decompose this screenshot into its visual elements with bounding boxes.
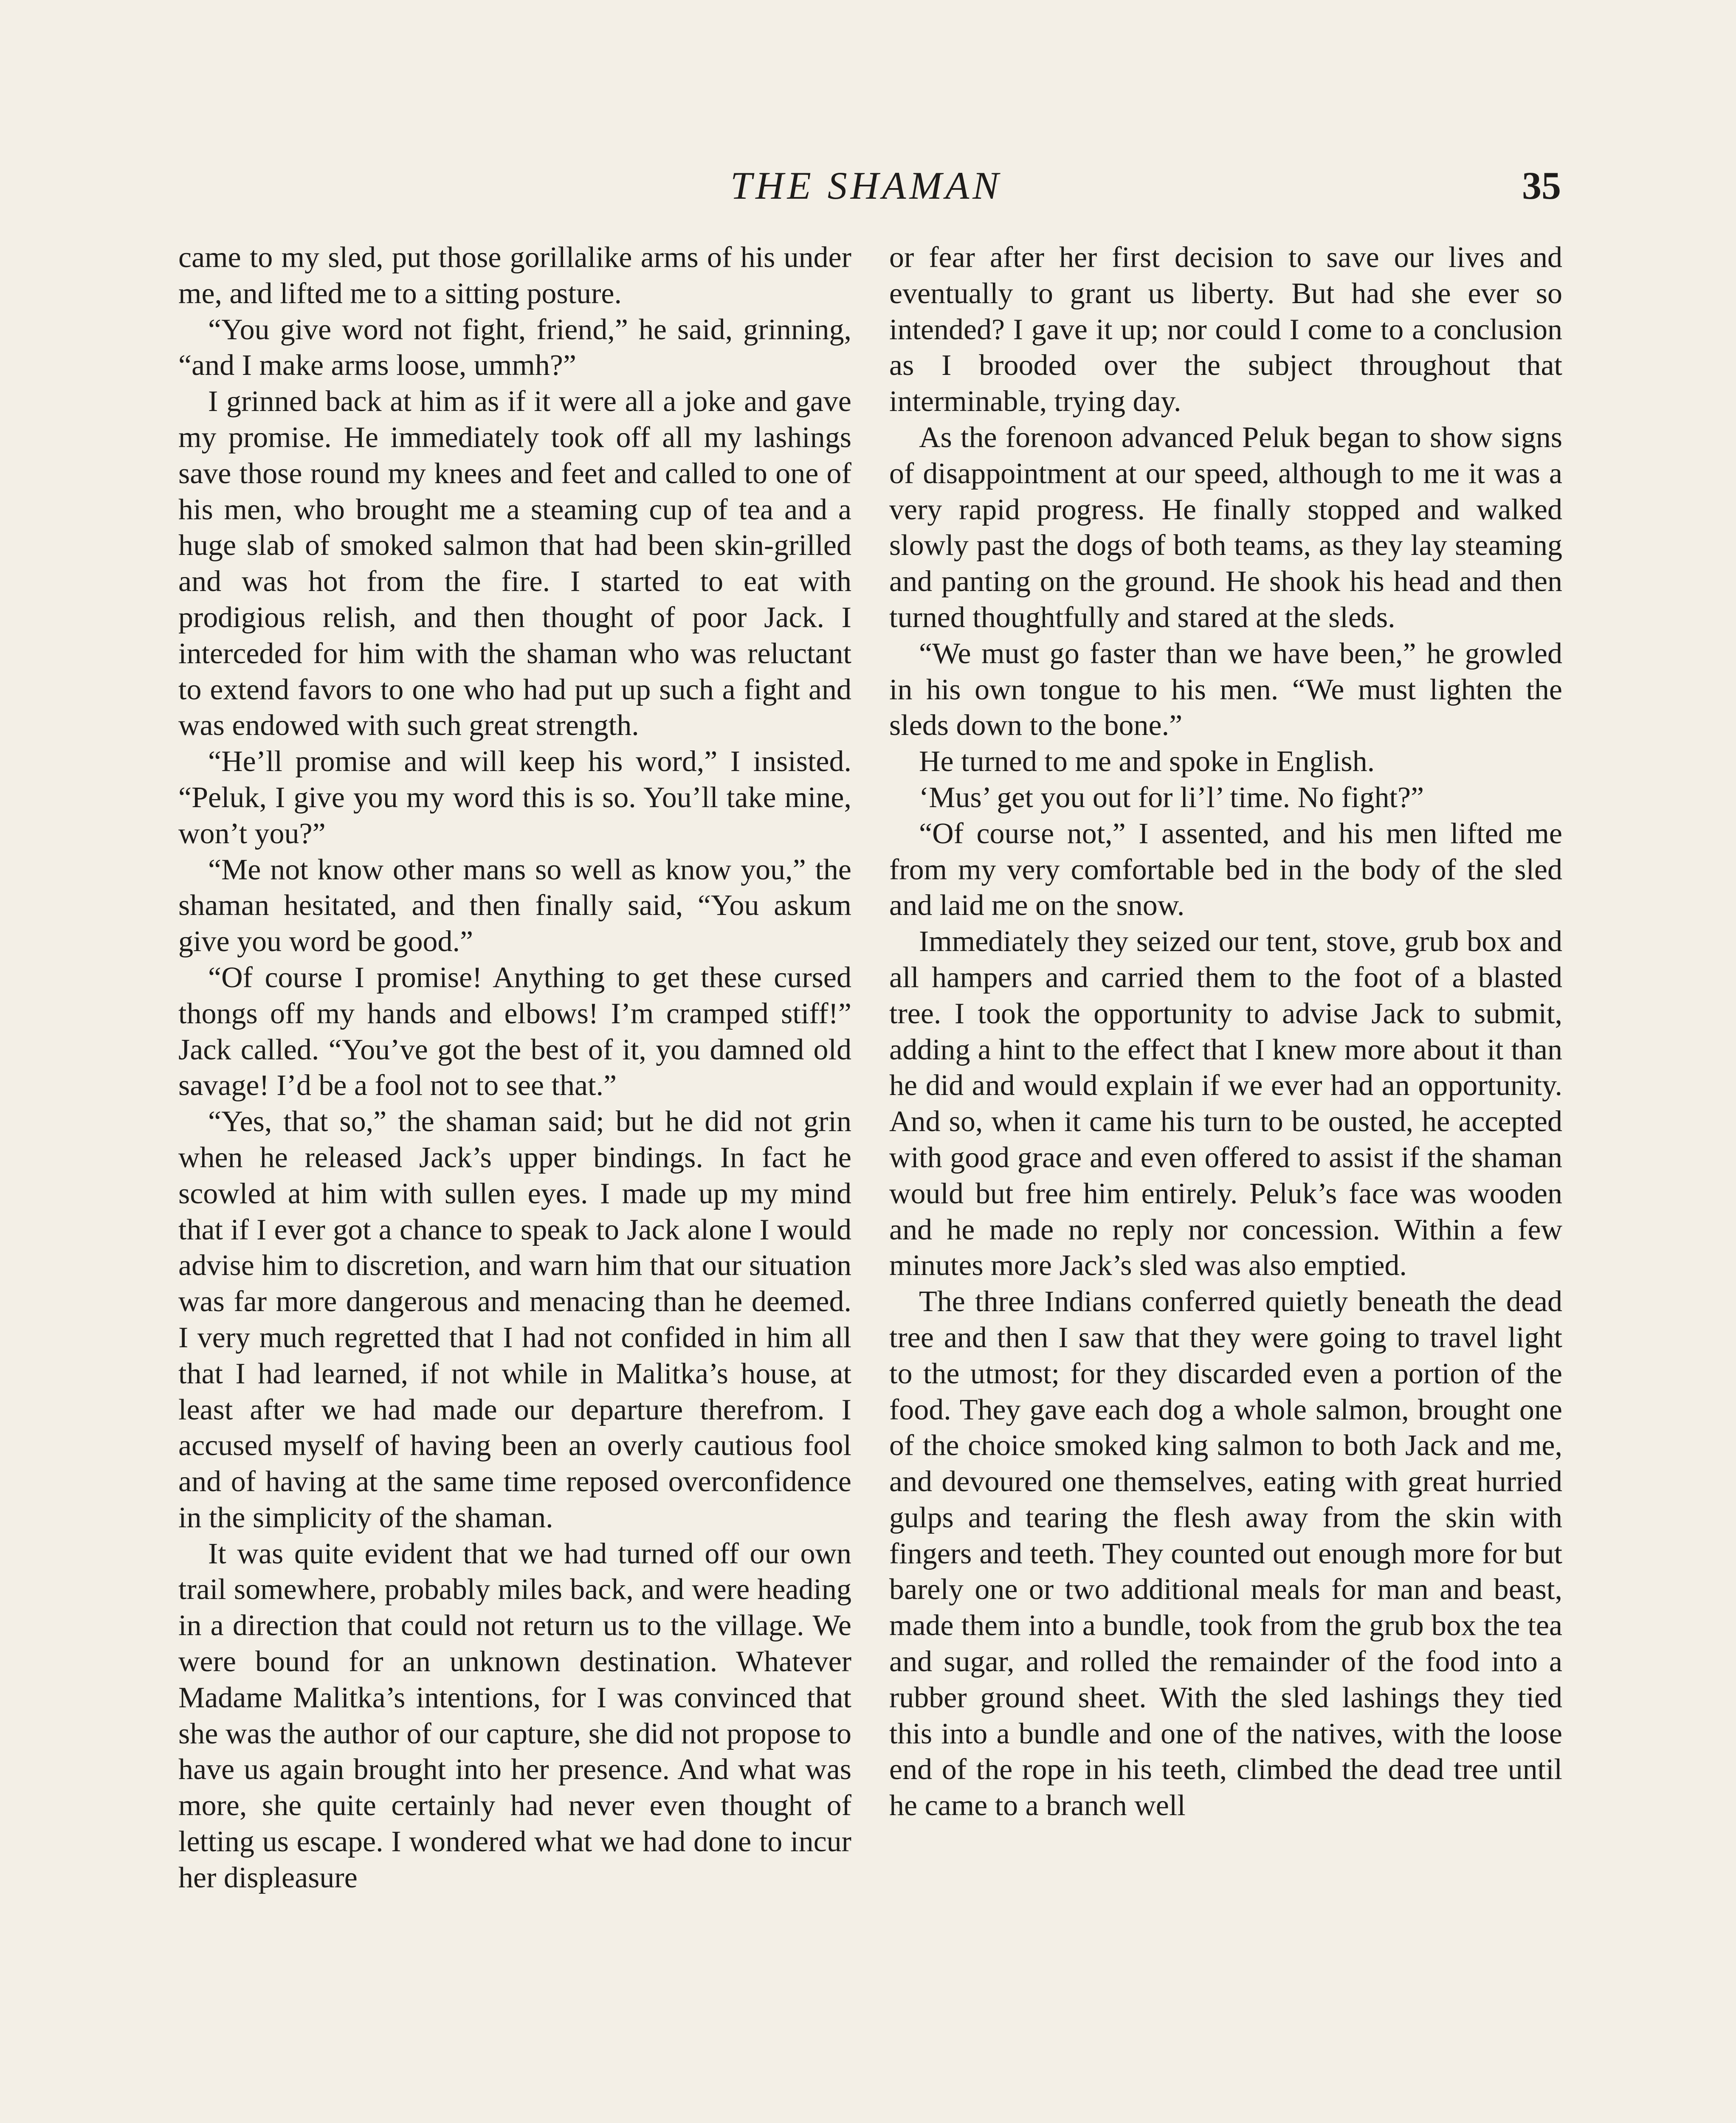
paragraph: ‘Mus’ get you out for li’l’ time. No fight?” [919,781,1424,814]
paragraph: “Yes, that so,” the shaman said; but he did not grin when he released Jack’s upper bindings. In fact he scowled at him with sullen eyes. I made up my mind that if I ever got a chance to speak to Jack alone I would advise him to discretion, and warn him that our situation was far more dangerous and menacing than he deemed. I very much regretted that I had not confided in him all that I had learned, if not while in Malitka’s house, at least after we had made our departure therefrom. I accused myself of having been an overly cautious fool and of having at the same time reposed overconfidence in the simplicity of the shaman. [178,1105,851,1534]
paragraph: “Of course not,” I assented, and his men lifted me from my very comfortable bed in the body of the sled and laid me on the snow. [889,817,1562,922]
paragraph: or fear after her first decision to save our lives and eventually to grant us liberty. But had she ever so intended? I gave it up; nor could I come to a conclusion as I brooded over the subject throughout that interminable, trying day. [889,241,1562,418]
paragraph: I grinned back at him as if it were all a joke and gave my promise. He immediately took off all my lashings save those round my knees and feet and called to one of his men, who brought me a steaming cup of tea and a huge slab of smoked salmon that had been skin-grilled and was hot from the fire. I started to eat with prodigious relish, and then thought of poor Jack. I interceded for him with the shaman who was reluctant to extend favors to one who had put up such a fight and was endowed with such great strength. [178,385,851,742]
paragraph: “We must go faster than we have been,” he growled in his own tongue to his men. “We must lighten the sleds down to the bone.” [889,637,1562,742]
paragraph: Immediately they seized our tent, stove, grub box and all hampers and carried them to the foot of a blasted tree. I took the opportunity to advise Jack to submit, adding a hint to the effect that I knew more about it than he did and would explain if we ever had an opportunity. And so, when it came his turn to be ousted, he accepted with good grace and even offered to assist if the shaman would but free him entirely. Peluk’s face was wooden and he made no reply nor concession. Within a few minutes more Jack’s sled was also emptied. [889,925,1562,1282]
running-title: THE SHAMAN [730,164,1002,207]
running-head [0,158,1736,213]
paragraph: “He’ll promise and will keep his word,” I insisted. “Peluk, I give you my word this is so. You’ll take mine, won’t you?” [178,745,851,850]
page-number: 35 [1522,164,1561,207]
paragraph: came to my sled, put those gorillalike arms of his under me, and lifted me to a sitting posture. [178,241,851,310]
paragraph: “You give word not fight, friend,” he said, grinning, “and I make arms loose, ummh?” [178,313,851,382]
paragraph: “Me not know other mans so well as know you,” the shaman hesitated, and then finally said, “You askum give you word be good.” [178,853,851,958]
left-column [178,240,851,1896]
paragraph: The three Indians conferred quietly beneath the dead tree and then I saw that they were going to travel light to the utmost; for they discarded even a portion of the food. They gave each dog a whole salmon, brought one of the choice smoked king salmon to both Jack and me, and devoured one themselves, eating with great hurried gulps and tearing the flesh away from the skin with fingers and teeth. They counted out enough more for but barely one or two additional meals for man and beast, made them into a bundle, took from the grub box the tea and sugar, and rolled the remainder of the food into a rubber ground sheet. With the sled lashings they tied this into a bundle and one of the natives, with the loose end of the rope in his teeth, climbed the dead tree until he came to a branch well [889,1285,1562,1822]
paragraph: As the forenoon advanced Peluk began to show signs of disappointment at our speed, although to me it was a very rapid progress. He finally stopped and walked slowly past the dogs of both teams, as they lay steaming and panting on the ground. He shook his head and then turned thoughtfully and stared at the sleds. [889,421,1562,634]
right-column [889,240,1562,1824]
paragraph: He turned to me and spoke in English. [919,745,1375,778]
paragraph: It was quite evident that we had turned off our own trail somewhere, probably miles back, and were heading in a direction that could not return us to the village. We were bound for an unknown destination. Whatever Madame Malitka’s intentions, for I was convinced that she was the author of our capture, she did not propose to have us again brought into her presence. And what was more, she quite certainly had never even thought of letting us escape. I wondered what we had done to incur her displeasure [178,1537,851,1894]
paragraph: “Of course I promise! Anything to get these cursed thongs off my hands and elbows! I’m cramped stiff!” Jack called. “You’ve got the best of it, you damned old savage! I’d be a fool not to see that.” [178,961,851,1102]
